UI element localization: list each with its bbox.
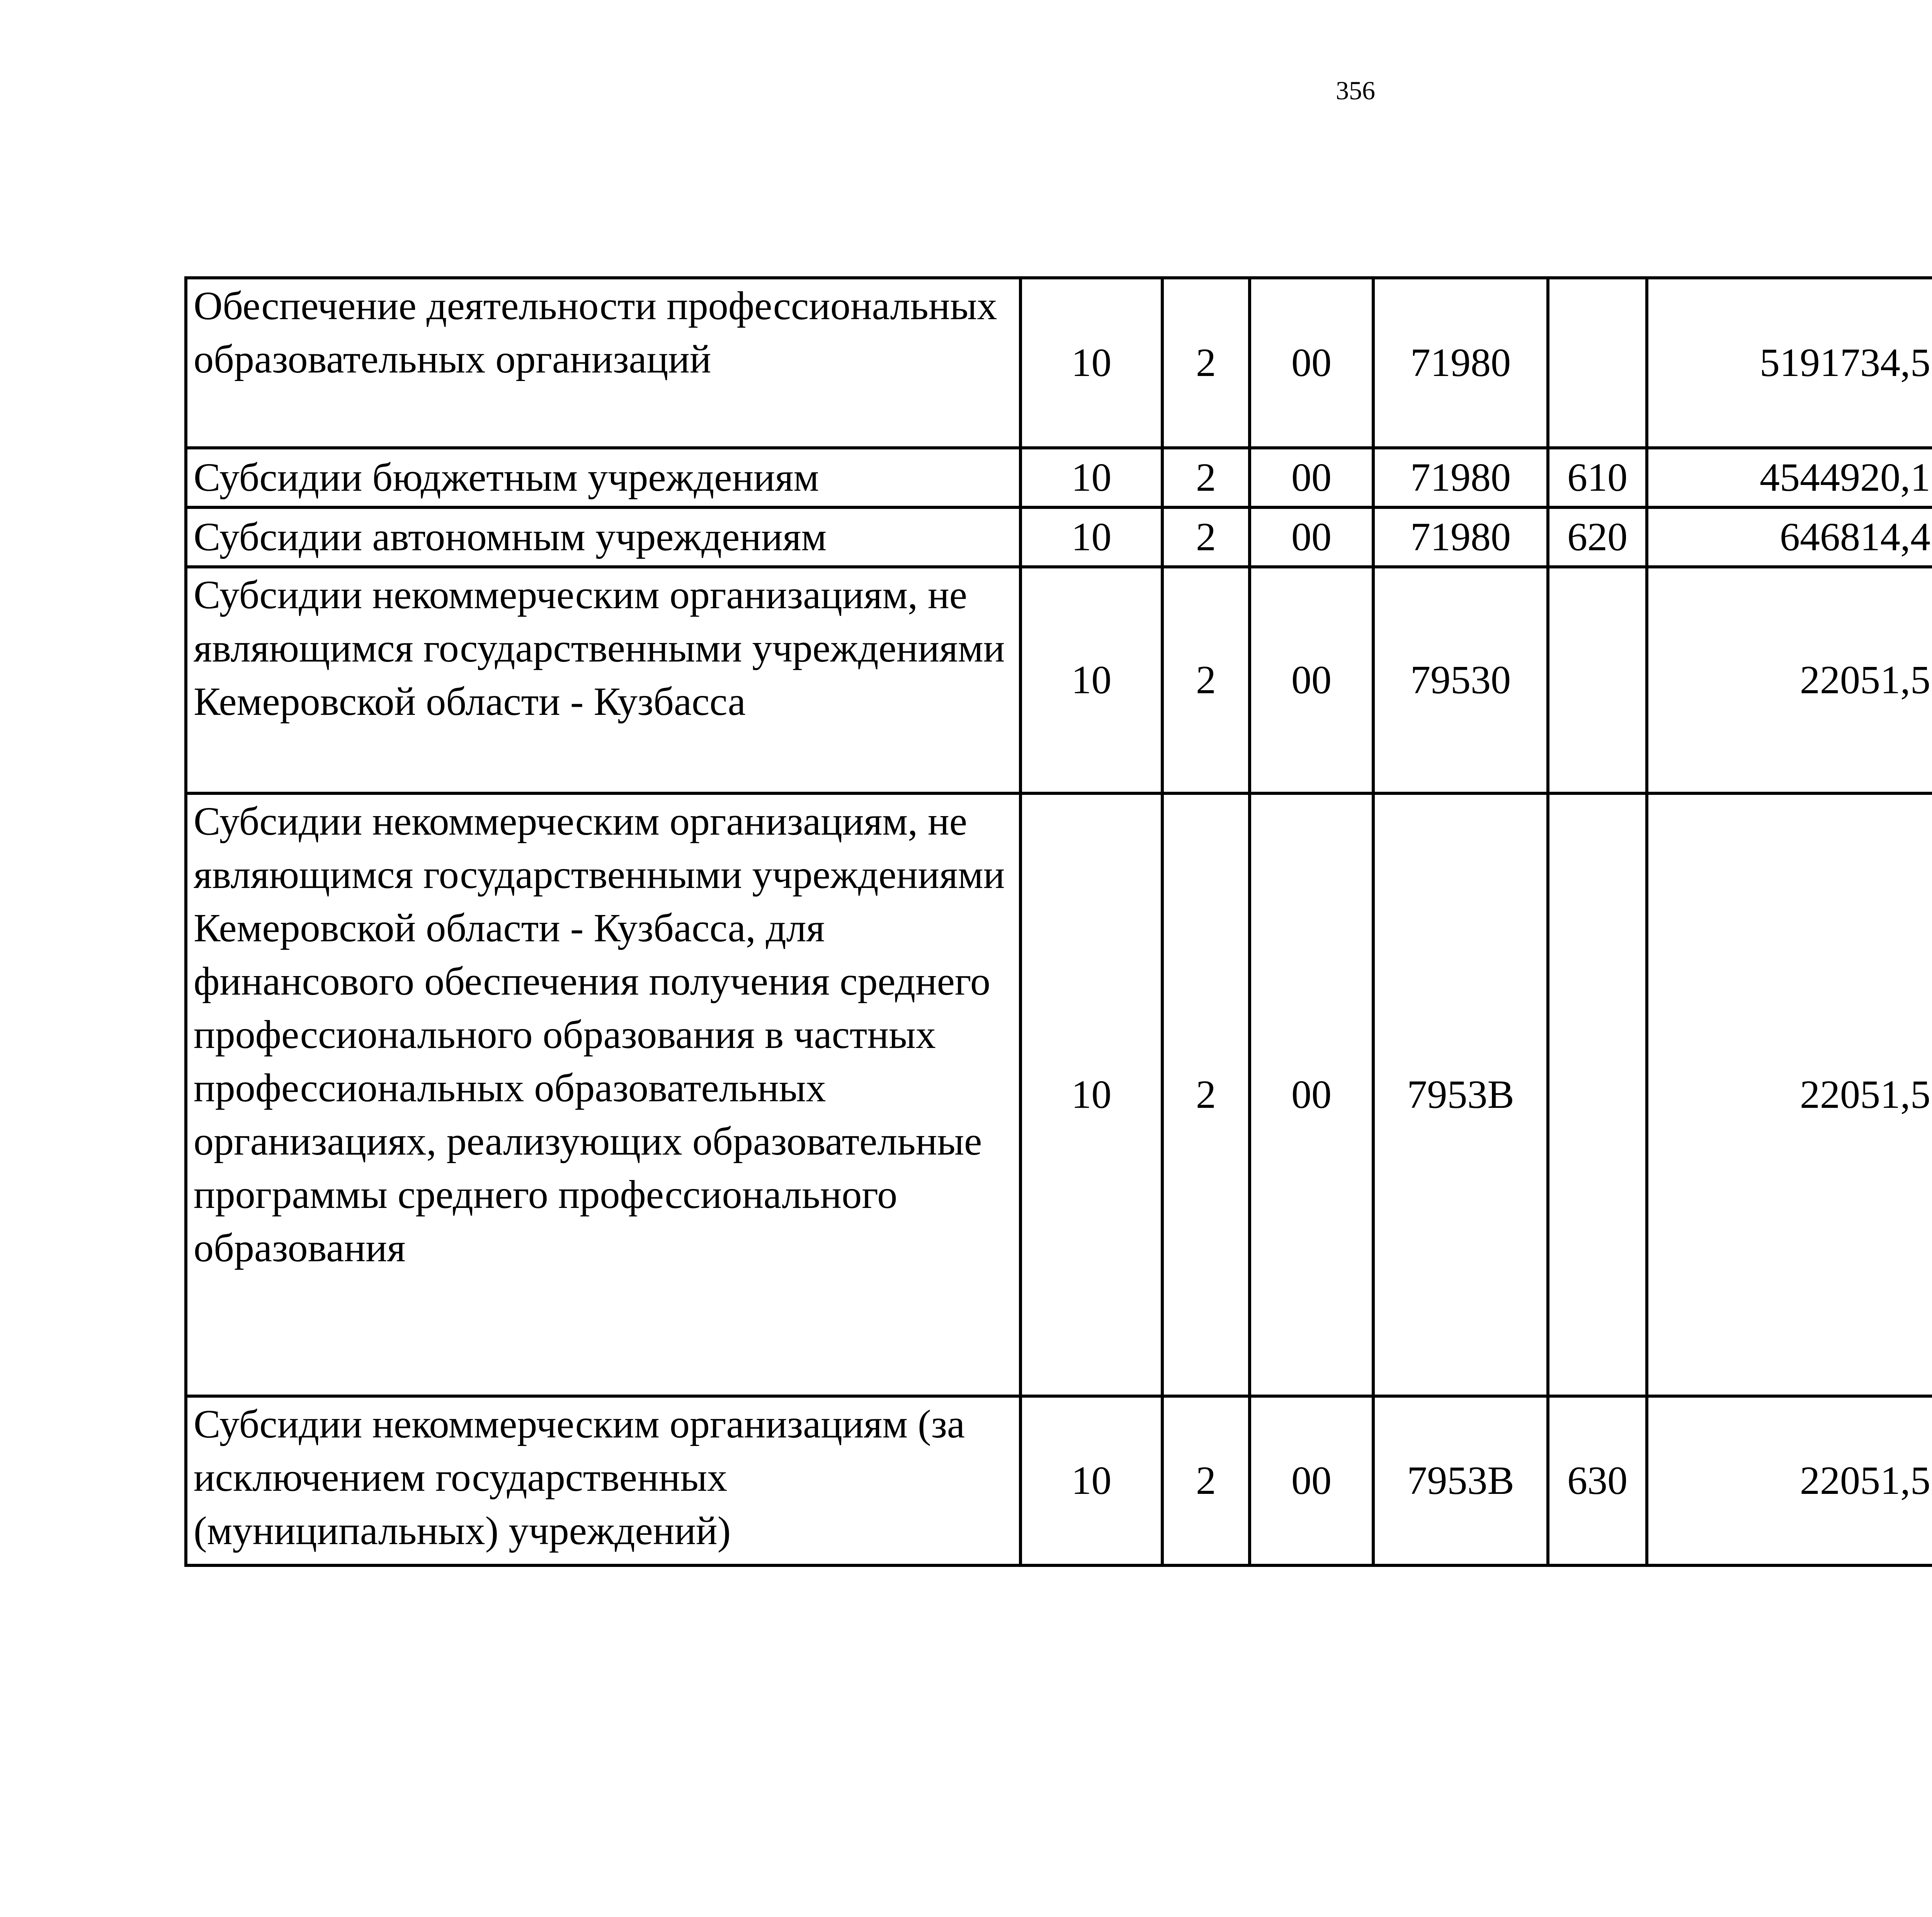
row-name-cell: Субсидии некоммерческим организациям, не являющимся государственными учреждениями Кемеровской области - Кузбасса xyxy=(186,567,1020,793)
item-code-cell: 7953В xyxy=(1373,793,1548,1396)
program-cell: 00 xyxy=(1250,507,1373,567)
expense-type-cell xyxy=(1548,278,1647,448)
amount-1-cell: 5191734,5 xyxy=(1647,278,1932,448)
subsection-cell: 2 xyxy=(1162,278,1250,448)
row-name-cell: Обеспечение деятельности профессиональных образовательных организаций xyxy=(186,278,1020,448)
table-row xyxy=(186,793,1932,1396)
section-cell: 10 xyxy=(1020,567,1162,793)
table-row xyxy=(186,567,1932,793)
item-code-cell: 71980 xyxy=(1373,278,1548,448)
section-cell: 10 xyxy=(1020,278,1162,448)
program-cell: 00 xyxy=(1250,448,1373,507)
row-name-cell: Субсидии автономным учреждениям xyxy=(186,507,1020,567)
subsection-cell: 2 xyxy=(1162,793,1250,1396)
section-cell: 10 xyxy=(1020,507,1162,567)
table-row xyxy=(186,278,1932,448)
item-code-cell: 71980 xyxy=(1373,507,1548,567)
subsection-cell: 2 xyxy=(1162,448,1250,507)
table-row xyxy=(186,507,1932,567)
item-code-cell: 7953В xyxy=(1373,1396,1548,1565)
budget-table xyxy=(184,276,1932,1567)
program-cell: 00 xyxy=(1250,793,1373,1396)
program-cell: 00 xyxy=(1250,567,1373,793)
amount-1-cell: 646814,4 xyxy=(1647,507,1932,567)
amount-1-cell: 22051,5 xyxy=(1647,1396,1932,1565)
expense-type-cell: 620 xyxy=(1548,507,1647,567)
subsection-cell: 2 xyxy=(1162,1396,1250,1565)
program-cell: 00 xyxy=(1250,1396,1373,1565)
table-row xyxy=(186,448,1932,507)
section-cell: 10 xyxy=(1020,793,1162,1396)
row-name-cell: Субсидии некоммерческим организациям (за исключением государственных (муниципальных) учреждений) xyxy=(186,1396,1020,1565)
item-code-cell: 79530 xyxy=(1373,567,1548,793)
subsection-cell: 2 xyxy=(1162,507,1250,567)
amount-1-cell: 22051,5 xyxy=(1647,793,1932,1396)
section-cell: 10 xyxy=(1020,1396,1162,1565)
subsection-cell: 2 xyxy=(1162,567,1250,793)
expense-type-cell xyxy=(1548,567,1647,793)
row-name-cell: Субсидии некоммерческим организациям, не являющимся государственными учреждениями Кемеровской области - Кузбасса, для финансового обеспечения получения среднего профессионального образования в частных профессиональных образовательных организациях, реализующих образовательные программы среднего профессионального образования xyxy=(186,793,1020,1396)
row-name-cell: Субсидии бюджетным учреждениям xyxy=(186,448,1020,507)
program-cell: 00 xyxy=(1250,278,1373,448)
table-row xyxy=(186,1396,1932,1565)
amount-1-cell: 4544920,1 xyxy=(1647,448,1932,507)
expense-type-cell: 630 xyxy=(1548,1396,1647,1565)
page-number: 356 xyxy=(1336,76,1375,105)
amount-1-cell: 22051,5 xyxy=(1647,567,1932,793)
expense-type-cell xyxy=(1548,793,1647,1396)
item-code-cell: 71980 xyxy=(1373,448,1548,507)
section-cell: 10 xyxy=(1020,448,1162,507)
expense-type-cell: 610 xyxy=(1548,448,1647,507)
